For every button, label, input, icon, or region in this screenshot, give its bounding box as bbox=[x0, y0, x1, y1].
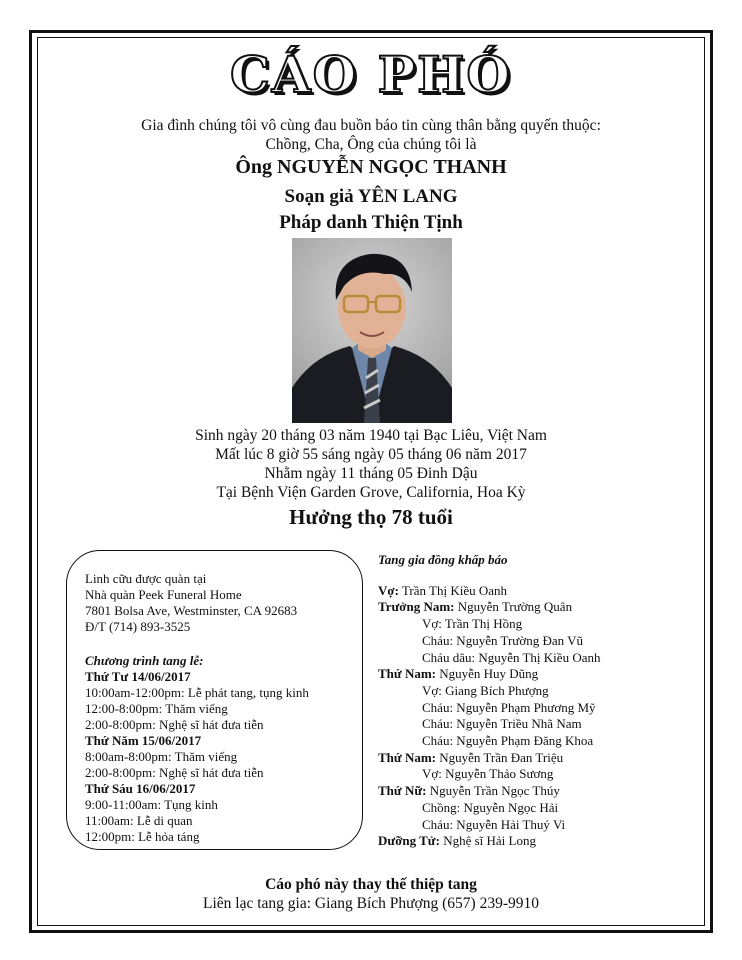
family-member-name: Chồng: Nguyễn Ngọc Hải bbox=[422, 799, 559, 815]
lunar-date-line: Nhằm ngày 11 tháng 05 Đinh Dậu bbox=[264, 465, 478, 482]
family-member-name: Nguyễn Huy Dũng bbox=[436, 666, 539, 682]
footer-note: Cáo phó này thay thế thiệp tang bbox=[265, 876, 477, 893]
intro-line-2: Chồng, Cha, Ông của chúng tôi là bbox=[265, 136, 477, 153]
family-member-name: Nguyễn Trần Đan Triệu bbox=[436, 749, 564, 765]
family-member-name: Nghệ sĩ Hải Long bbox=[439, 833, 536, 849]
family-member-row bbox=[378, 599, 698, 616]
family-member-name: Nguyễn Trần Ngọc Thúy bbox=[426, 783, 560, 799]
family-member-name: Cháu: Nguyễn Hải Thuý Vi bbox=[422, 816, 566, 832]
family-member-row bbox=[378, 616, 698, 633]
family-member-row bbox=[378, 750, 698, 767]
family-relation-label: Trưởng Nam: bbox=[378, 599, 455, 615]
family-list bbox=[378, 552, 698, 850]
family-member-row bbox=[378, 700, 698, 717]
funeral-program-box bbox=[66, 550, 363, 850]
family-member-row bbox=[378, 833, 698, 850]
birth-line: Sinh ngày 20 tháng 03 năm 1940 tại Bạc Liêu, Việt Nam bbox=[195, 427, 547, 444]
program-item: 2:00-8:00pm: Nghệ sĩ hát đưa tiễn bbox=[85, 765, 264, 780]
family-member-row bbox=[378, 716, 698, 733]
program-item: 10:00am-12:00pm: Lễ phát tang, tụng kinh bbox=[85, 685, 309, 700]
family-member-name: Cháu: Nguyễn Trường Đan Vũ bbox=[422, 632, 584, 648]
family-heading: Tang gia đồng khấp báo bbox=[378, 552, 508, 567]
age-line: Hưởng thọ 78 tuổi bbox=[289, 505, 453, 529]
family-member-row bbox=[378, 683, 698, 700]
family-member-name: Cháu dâu: Nguyễn Thị Kiều Oanh bbox=[422, 649, 601, 665]
portrait-photo bbox=[292, 238, 452, 423]
family-member-name: Nguyễn Trường Quân bbox=[454, 599, 573, 615]
program-day: Thứ Sáu 16/06/2017 bbox=[85, 781, 196, 796]
family-member-name: Cháu: Nguyễn Phạm Phương Mỹ bbox=[422, 699, 596, 715]
funeral-home-phone: Đ/T (714) 893-3525 bbox=[85, 619, 191, 634]
family-member-name: Vợ: Giang Bích Phượng bbox=[422, 682, 549, 698]
program-item: 11:00am: Lễ di quan bbox=[85, 813, 193, 828]
family-member-name: Cháu: Nguyễn Triều Nhã Nam bbox=[422, 716, 582, 732]
family-relation-label: Dưỡng Tử: bbox=[378, 833, 440, 849]
dharma-name: Pháp danh Thiện Tịnh bbox=[279, 212, 463, 233]
family-member-name: Trần Thị Kiều Oanh bbox=[398, 582, 508, 598]
program-item: 8:00am-8:00pm: Thăm viếng bbox=[85, 749, 238, 764]
intro-text bbox=[0, 116, 742, 154]
intro-line-1: Gia đình chúng tôi vô cùng đau buồn báo tin cùng thân bằng quyến thuộc: bbox=[141, 117, 601, 134]
family-member-row bbox=[378, 766, 698, 783]
program-title: Chương trình tang lễ: bbox=[85, 653, 204, 668]
family-member-row bbox=[378, 783, 698, 800]
family-relation-label: Vợ: bbox=[378, 582, 399, 598]
family-member-row bbox=[378, 800, 698, 817]
family-relation-label: Thứ Nữ: bbox=[378, 783, 427, 799]
death-place-line: Tại Bệnh Viện Garden Grove, California, Hoa Kỳ bbox=[216, 484, 526, 501]
family-member-row bbox=[378, 583, 698, 600]
family-relation-label: Thứ Nam: bbox=[378, 749, 436, 765]
family-relation-label: Thứ Nam: bbox=[378, 666, 436, 682]
funeral-home-name: Nhà quàn Peek Funeral Home bbox=[85, 587, 242, 602]
program-item: 9:00-11:00am: Tụng kinh bbox=[85, 797, 218, 812]
program-day: Thứ Năm 15/06/2017 bbox=[85, 733, 202, 748]
family-member-row bbox=[378, 633, 698, 650]
family-member-row bbox=[378, 817, 698, 834]
death-line: Mất lúc 8 giờ 55 sáng ngày 05 tháng 06 năm 2017 bbox=[215, 446, 527, 463]
pen-name: Soạn giả YÊN LANG bbox=[284, 186, 458, 207]
footer-contact: Liên lạc tang gia: Giang Bích Phượng (657) 239-9910 bbox=[202, 895, 539, 912]
family-member-row bbox=[378, 650, 698, 667]
program-item: 12:00pm: Lễ hỏa táng bbox=[85, 829, 200, 844]
deceased-name: Ông NGUYỄN NGỌC THANH bbox=[235, 156, 507, 178]
family-member-name: Vợ: Nguyễn Thảo Sương bbox=[422, 766, 554, 782]
family-member-name: Cháu: Nguyễn Phạm Đăng Khoa bbox=[422, 733, 594, 749]
wake-line-1: Linh cữu được quàn tại bbox=[85, 571, 207, 586]
funeral-home-address: 7801 Bolsa Ave, Westminster, CA 92683 bbox=[85, 603, 298, 618]
program-item: 12:00-8:00pm: Thăm viếng bbox=[85, 701, 228, 716]
page-title: CÁO PHÓ bbox=[230, 45, 512, 104]
family-member-row bbox=[378, 733, 698, 750]
life-details bbox=[0, 426, 742, 502]
family-member-row bbox=[378, 666, 698, 683]
program-item: 2:00-8:00pm: Nghệ sĩ hát đưa tiễn bbox=[85, 717, 264, 732]
family-member-name: Vợ: Trần Thị Hồng bbox=[422, 616, 523, 632]
program-day: Thứ Tư 14/06/2017 bbox=[85, 669, 191, 684]
